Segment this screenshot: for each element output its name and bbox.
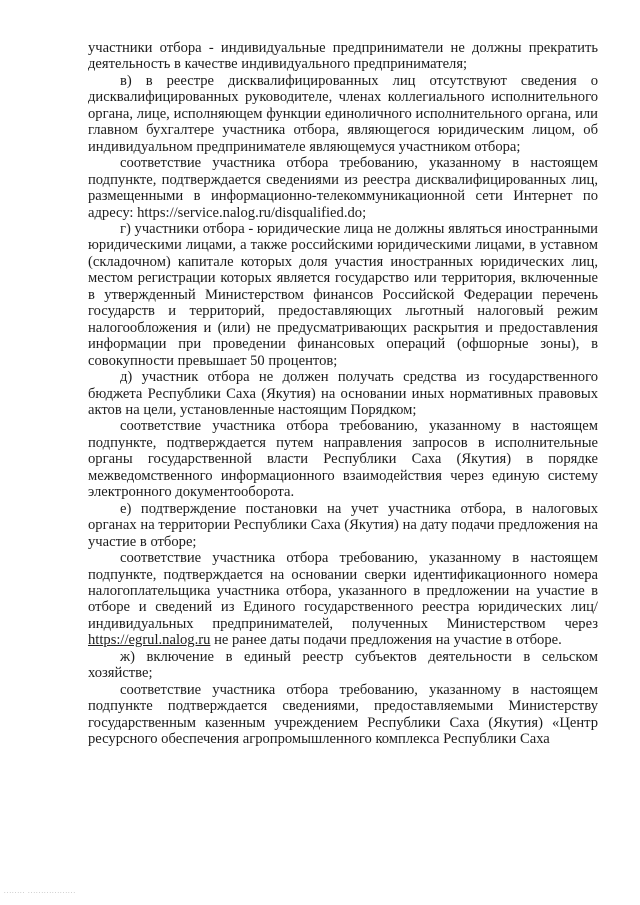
paragraph-item-d: д) участник отбора не должен получать средства из государственного бюджета Республики Саха (Якутия) на основании иных нормативных правовых актов на цели, установленные настоящим Порядком;	[88, 369, 598, 418]
paragraph-item-v: в) в реестре дисквалифицированных лиц отсутствуют сведения о дисквалифицированных руководителе, членах коллегиального исполнительного органа, лице, исполняющем функции единоличного исполнительного органа, или главном бухгалтере участника отбора, являющегося юридическим лицом, об индивидуальном предпринимателе являющемуся участником отбора;	[88, 72, 598, 155]
paragraph-text: соответствие участника отбора требованию, указанному в настоящем подпункте, подтверждается на основании сверки идентификационного номера налогоплательщика участника отбора, указанного в предложении на участие в отборе и сведений из Единого государственного реестра юридических лиц/индивидуальных предпринимателей, полученных Министерством через	[88, 550, 598, 632]
paragraph-item-zh-compliance: соответствие участника отбора требованию, указанному в настоящем подпункте подтверждается сведениями, предоставляемыми Министерству государственным казенным учреждением Республики Саха (Якутия) «Центр ресурсного обеспечения агропромышленного комплекса Республики Саха	[88, 681, 598, 748]
paragraph-continuation: участники отбора - индивидуальные предприниматели не должны прекратить деятельность в качестве индивидуального предпринимателя;	[88, 40, 598, 73]
egrul-link[interactable]: https://egrul.nalog.ru	[88, 632, 211, 649]
paragraph-text-tail: не ранее даты подачи предложения на участие в отборе.	[210, 632, 562, 649]
paragraph-item-g: г) участники отбора - юридические лица не должны являться иностранными юридическими лицами, а также российскими юридическими лицами, в уставном (складочном) капитале которых доля участия иностранных юридических лиц, местом регистрации которых является государство или территория, включенные в утвержденный Министерством финансов Российской Федерации перечень государств и территорий, предоставляющих льготный налоговый режим налогообложения и (или) не предусматривающих раскрытия и предоставления информации при проведении финансовых операций (офшорные зоны), в совокупности превышает 50 процентов;	[88, 220, 598, 369]
paragraph-item-e-compliance	[88, 550, 598, 649]
document-page	[88, 40, 598, 747]
paragraph-item-zh: ж) включение в единый реестр субъектов деятельности в сельском хозяйстве;	[88, 648, 598, 682]
paragraph-item-v-compliance: соответствие участника отбора требованию, указанному в настоящем подпункте, подтверждается сведениями из реестра дисквалифицированных лиц, размещенными в информационно-телекоммуникационной сети Интернет по адресу: https://service.nalog.ru/disqualified.do;	[88, 155, 598, 221]
paragraph-item-e: е) подтверждение постановки на учет участника отбора, в налоговых органах на территории Республики Саха (Якутия) на дату подачи предложения на участие в отборе;	[88, 500, 598, 550]
scan-edge-mark: ........ ..................	[4, 889, 77, 895]
paragraph-item-d-compliance: соответствие участника отбора требованию, указанному в настоящем подпункте, подтверждается путем направления запросов в исполнительные органы государственной власти Республики Саха (Якутия) в порядке межведомственного информационного взаимодействия через единую систему электронного документооборота.	[88, 418, 598, 501]
